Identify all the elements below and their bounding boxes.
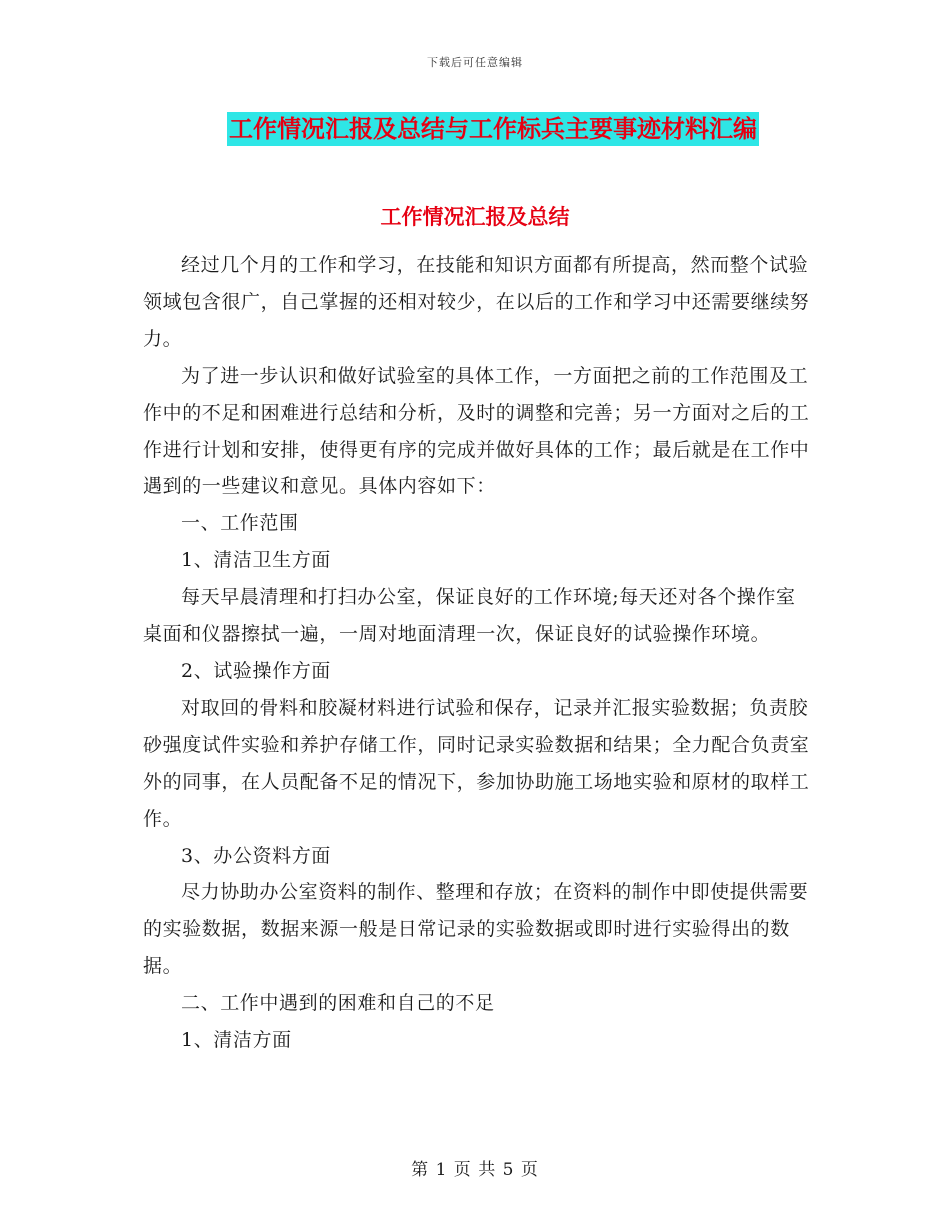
paragraph: 每天早晨清理和打扫办公室，保证良好的工作环境;每天还对各个操作室桌面和仪器擦拭一遍，一周对地面清理一次，保证良好的试验操作环境。 xyxy=(143,586,796,646)
header-note: 下载后可任意编辑 xyxy=(427,56,523,69)
heading-work-scope: 一、工作范围 xyxy=(181,512,299,535)
subheading-test-operation: 2、试验操作方面 xyxy=(181,659,331,682)
paragraph: 经过几个月的工作和学习，在技能和知识方面都有所提高，然而整个试验领域包含很广，自己掌握的还相对较少，在以后的工作和学习中还需要继续努力。 xyxy=(143,254,810,350)
section-title: 工作情况汇报及总结 xyxy=(380,205,570,229)
document-body xyxy=(143,247,811,1059)
page-number-footer: 第 1 页 共 5 页 xyxy=(411,1160,539,1180)
subheading-cleaning-aspect: 1、清洁方面 xyxy=(181,1029,292,1052)
document-title-container xyxy=(0,112,950,146)
paragraph: 对取回的骨料和胶凝材料进行试验和保存，记录并汇报实验数据；负责胶砂强度试件实验和养护存储工作，同时记录实验数据和结果；全力配合负责室外的同事，在人员配备不足的情况下，参加协助施工场地实验和原材的取样工作。 xyxy=(143,696,810,830)
document-title: 工作情况汇报及总结与工作标兵主要事迹材料汇编 xyxy=(227,112,759,146)
heading-difficulties: 二、工作中遇到的困难和自己的不足 xyxy=(181,992,495,1015)
paragraph: 尽力协助办公室资料的制作、整理和存放；在资料的制作中即使提供需要的实验数据，数据来源一般是日常记录的实验数据或即时进行实验得出的数据。 xyxy=(143,881,809,978)
subheading-cleaning: 1、清洁卫生方面 xyxy=(181,549,331,572)
paragraph: 为了进一步认识和做好试验室的具体工作，一方面把之前的工作范围及工作中的不足和困难进行总结和分析，及时的调整和完善；另一方面对之后的工作进行计划和安排，使得更有序的完成并做好具体的工作；最后就是在工作中遇到的一些建议和意见。具体内容如下： xyxy=(143,364,810,498)
subheading-office-materials: 3、办公资料方面 xyxy=(181,844,331,867)
